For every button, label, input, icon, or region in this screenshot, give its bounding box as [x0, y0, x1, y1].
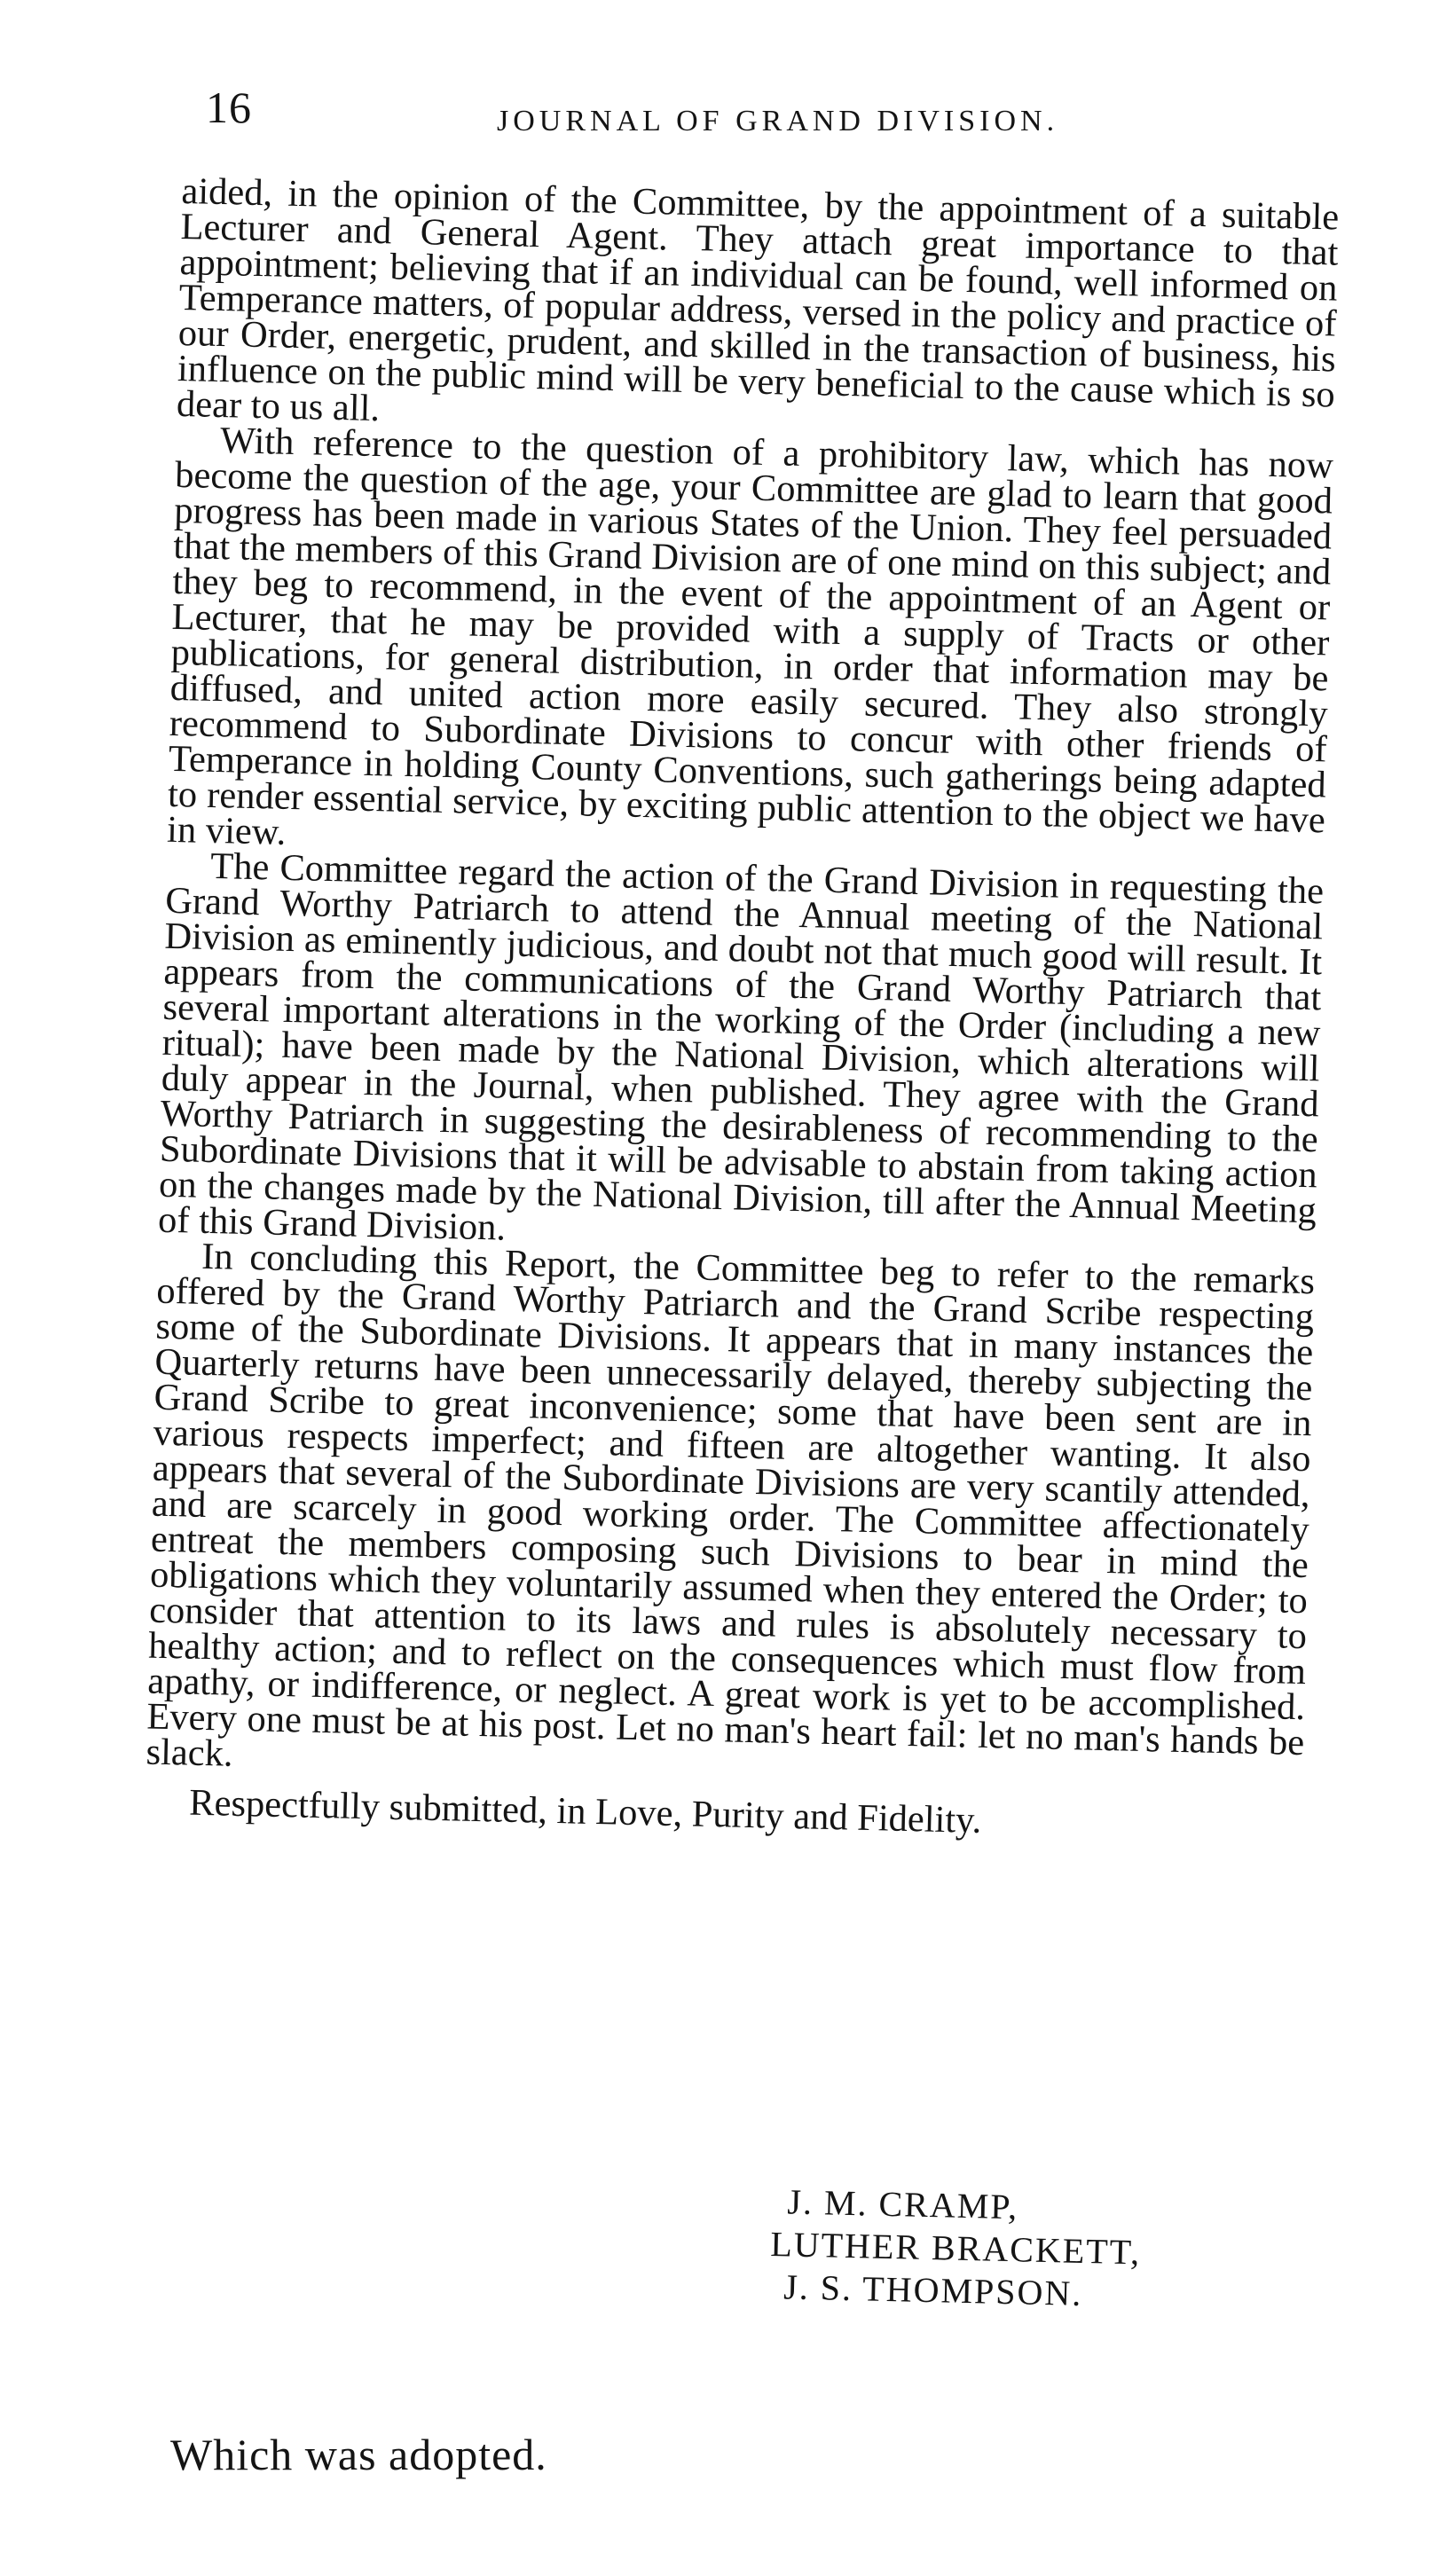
signatory-name: LUTHER BRACKETT, — [769, 2223, 1142, 2273]
paragraph-national-division: The Committee regard the action of the Grand Division in requesting the Grand Worthy Patriarch to attend the Annual meeting of the National Division as eminently judicious, and doubt not that much good will result. It appears from the communications of the Grand Worthy Patriarch that several important alterations in the working of the Order (including a new ritual); have been made by the National Division, which alterations will duly appear in the Journal, when published. They agree with the Grand Worthy Patriarch in suggesting the desirableness of recommending to the Subordinate Divisions that it will be advisable to abstain from taking action on the changes made by the National Division, till after the Annual Meeting of this Grand Division. — [157, 844, 1325, 1249]
report-body — [145, 170, 1340, 1850]
paragraph-continuation: aided, in the opinion of the Committee, by the appointment of a suitable Lecturer and General Agent. They attach great importance to that appointment; believing that if an individual can be found, well informed on Temperance matters, of popular address, versed in the policy and practice of our Order, energetic, prudent, and skilled in the transaction of business, his influence on the public mind will be very beneficial to the cause which is so dear to us all. — [176, 170, 1340, 430]
signatory-name: J. M. CRAMP, — [786, 2181, 1019, 2227]
signatory-name: J. S. THOMPSON. — [782, 2266, 1083, 2313]
page-number: 16 — [206, 82, 252, 132]
running-head: JOURNAL OF GRAND DIVISION. — [497, 105, 1059, 137]
adoption-note: Which was adopted. — [170, 2430, 547, 2479]
closing-line: Respectfully submitted, in Love, Purity and Fidelity. — [188, 1781, 982, 1842]
paragraph-concluding-report: In concluding this Report, the Committee beg to refer to the remarks offered by the Grand Worthy Patriarch and the Grand Scribe respecting some of the Subordinate Divisions. It appears that in many instances the Quarterly returns have been unnecessarily delayed, thereby subjecting the Grand Scribe to great inconvenience; some that have been sent are in various respects imperfect; and fifteen are altogether wanting. It also appears that several of the Subordinate Divisions are very scantily attended, and are scarcely in good working order. The Committee affectionately entreat the members composing such Divisions to bear in mind the obligations which they voluntarily assumed when they entered the Order; to consider that attention to its laws and rules is absolutely necessary to healthy action; and to reflect on the consequences which must flow from apathy, or indifference, or neglect. A great work is yet to be accomplished. Every one must be at his post. Let no man's heart fail: let no man's hands be slack. — [145, 1235, 1316, 1775]
paragraph-prohibitory-law: With reference to the question of a prohibitory law, which has now become the question of the age, your Committee are glad to learn that good progress has been made in various States of the Union. They feel persuaded that the members of this Grand Division are of one mind on this subject; and they beg to recommend, in the event of the appointment of an Agent or Lecturer, that he may be provided with a supply of Tracts or other publications, for general distribution, in order that information may be diffused, and united action more easily secured. They also strongly recommend to Subordinate Divisions to concur with other friends of Temperance in holding County Conventions, such gatherings being adapted to render essential service, by exciting public attention to the object we have in view. — [166, 420, 1334, 853]
signature-block — [769, 2180, 1143, 2316]
